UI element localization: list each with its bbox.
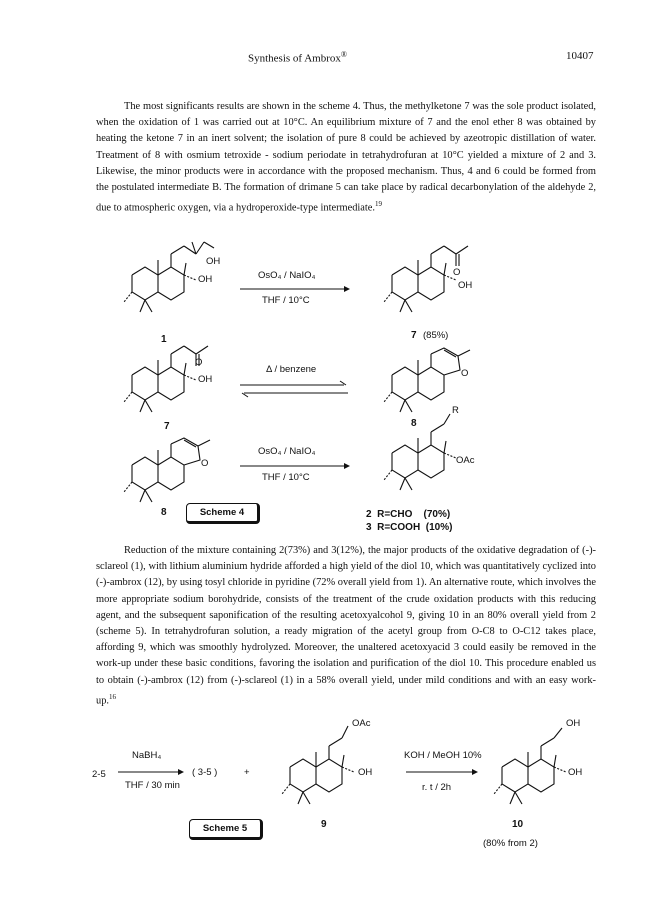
atom-label-oac: OAc [352,718,371,729]
atom-label-oac: OAc [456,455,475,466]
compound-number-1: 1 [161,334,167,345]
scheme-4-label: Scheme 4 [186,503,260,524]
atom-label-oh: OH [358,767,373,778]
paragraph-2-text: Reduction of the mixture containing 2(73%) and 3(12%), the major products of the oxidative degradation of (-)-sclareol (1), with lithium aluminium hydride afforded a high yield of the diol 10, which was quantitatively cyclized into (-)-ambrox (12), by using tosyl chloride in pyridine (72% overall yield from 1). An alternative route, which involves the more appropriate sodium borohydride, consists of the treatment of the crude oxidation products with this reducing agent, and the subsequent saponification of the resulting acetoxyalcohol 9, giving 10 in an 80% overall yield from 2 (scheme 5). In tetrahydrofuran solution, a ready migration of the acetyl group from O-C8 to O-C12 takes place, affording 9, which was smoothly hydrolyzed. Moreover, the unaltered acetoxyacid 3 could easily be removed in the work-up under these basic conditions, favoring the isolation and purification of the diol 10. This procedure enabled us to obtain (-)-ambrox (12) from (-)-sclareol (1) in a 58% overall yield, under mild conditions and with an easy work-up. [96,545,596,707]
body-paragraph-2 [96,543,596,710]
reagent-row3: OsO₄ / NaIO₄ [258,446,316,457]
conditions-row2: Δ / benzene [266,364,317,375]
atom-label-oh: OH [206,256,221,267]
running-header [248,50,347,65]
body-paragraph-1 [96,99,596,217]
compound-number-7b: 7 [164,421,170,432]
scheme5-reagent1: NaBH₄ [132,750,162,761]
product-line-2: 2 R=CHO (70%) [366,509,451,520]
atom-label-o: O [201,458,209,469]
atom-label-o: O [453,267,461,278]
compound-number-7: 7 [411,330,417,341]
atom-label-oh: OH [568,767,583,778]
reaction-arrow-scheme5-2 [406,768,478,776]
conditions-row3: THF / 10°C [262,472,310,483]
registered-mark: ® [340,50,347,59]
structure-1-sclareol [118,240,228,330]
scheme5-start: 2-5 [92,769,106,780]
reagent-row1: OsO₄ / NaIO₄ [258,270,316,281]
scheme5-product-yield: (80% from 2) [483,838,538,849]
scheme5-reagent2: KOH / MeOH 10% [404,750,482,761]
compound-number-8: 8 [411,418,417,429]
structure-7-ketone [118,340,228,430]
page-number: 10407 [566,50,594,62]
paragraph-1-text: The most significants results are shown in the scheme 4. Thus, the methylketone 7 was the sole product isolated, when the oxidation of 1 was carried out at 10°C. An equilibrium mixture of 7 and the enol ether 8 was obtained by heating the ketone 7 in an inert solvent; the isolation of pure 8 could be achieved by azeotropic distillation of water. Treatment of 8 with osmium tetroxide - sodium periodate in tetrahydrofuran at 10°C yielded a mixture of 2 and 3. Likewise, the minor products were in accordance with the proposed mechanism. Thus, 4 and 6 could be formed from the postulated intermediate B. The formation of drimane 5 can take place by radical decarbonylation of the aldehyde 2, due to atmospheric oxygen, via a hydroperoxide-type intermediate. [96,101,596,214]
atom-label-oh: OH [198,274,213,285]
reaction-arrow-1 [240,285,350,293]
atom-label-o: O [195,357,203,368]
yield-7: (85%) [423,330,449,341]
scheme5-side-product: ( 3-5 ) [192,767,218,778]
citation-16: 16 [109,692,116,701]
atom-label-oh: OH [458,280,473,291]
atom-label-o: O [461,368,469,379]
reaction-arrow-scheme5-1 [118,768,184,776]
compound-number-8b: 8 [161,507,167,518]
conditions-row1: THF / 10°C [262,295,310,306]
running-title: Synthesis of Ambrox [248,52,341,65]
scheme-5-label: Scheme 5 [189,819,263,840]
structure-8-enol-ether [378,340,488,430]
scheme5-conditions1: THF / 30 min [125,780,180,791]
reaction-arrow-3 [240,462,350,470]
equilibrium-arrows [240,381,350,397]
product-line-3: 3 R=COOH (10%) [366,522,453,533]
scheme5-conditions2: r. t / 2h [422,782,452,793]
atom-label-oh: OH [566,718,581,729]
compound-number-10: 10 [512,819,524,830]
compound-number-9: 9 [321,819,327,830]
atom-label-oh: OH [198,374,213,385]
citation-19: 19 [375,200,383,209]
scheme5-plus: + [244,767,250,778]
atom-label-r: R [452,405,459,416]
